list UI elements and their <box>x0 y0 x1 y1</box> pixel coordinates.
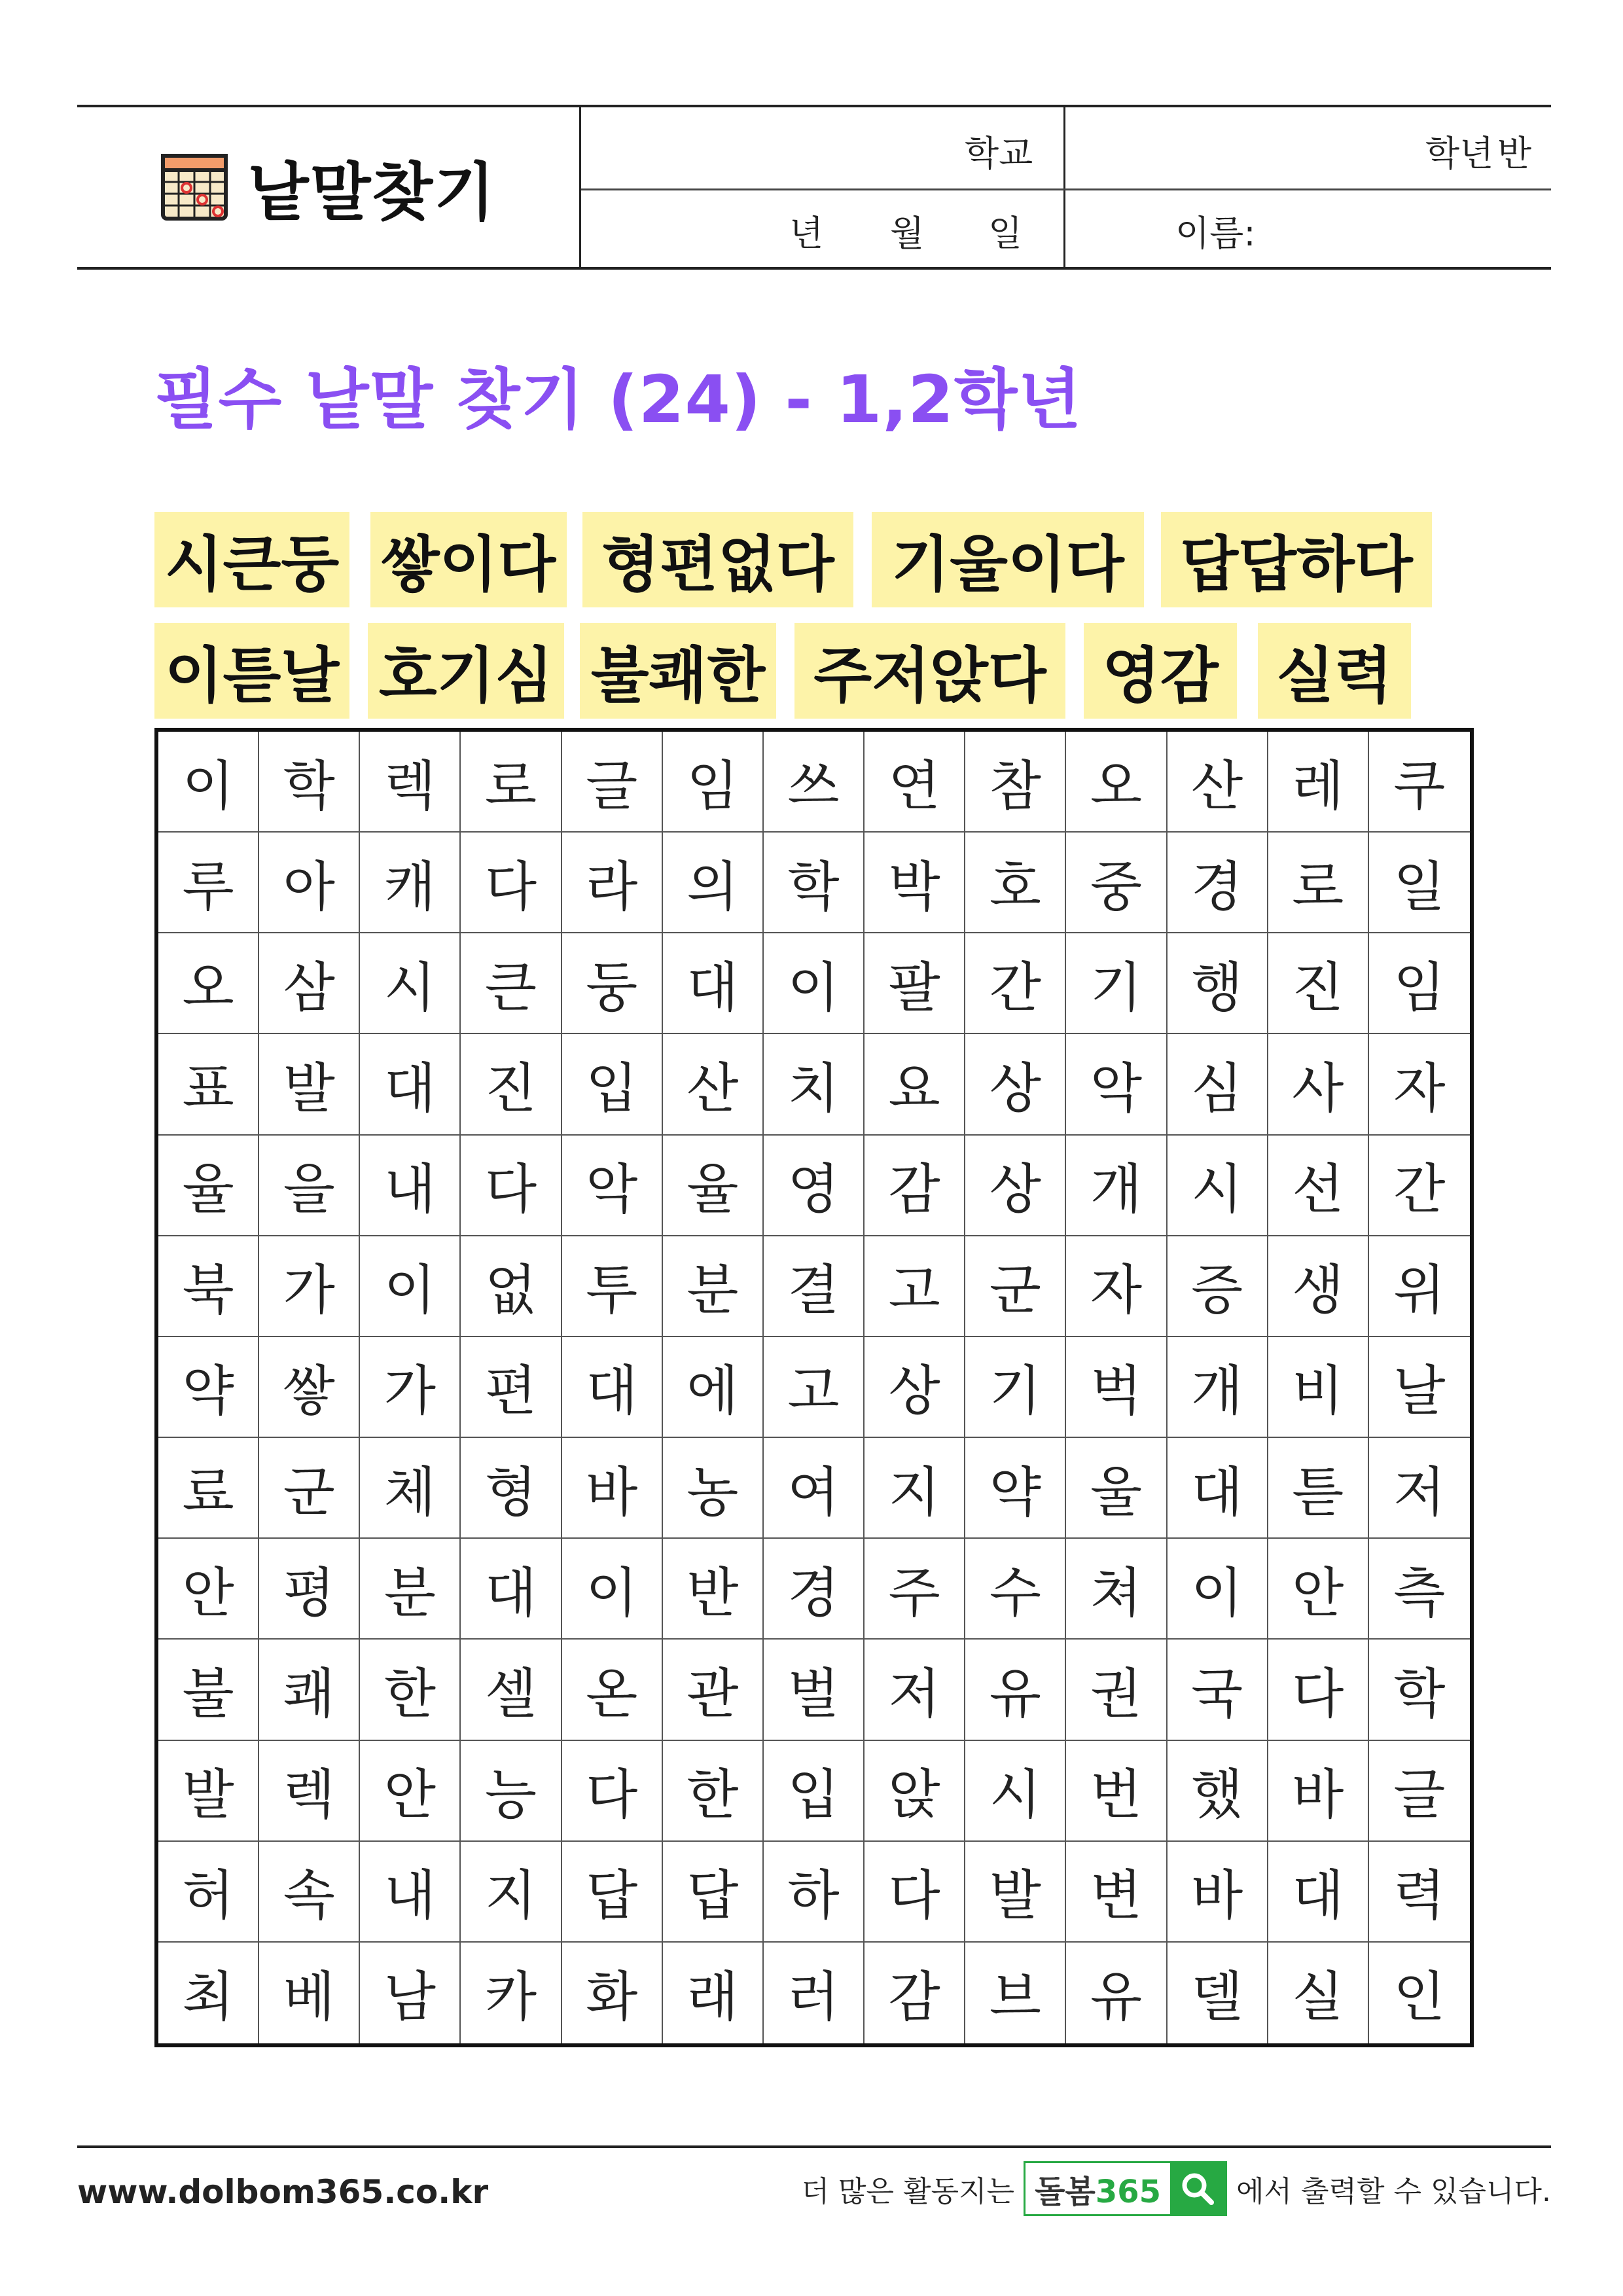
grid-cell: 내 <box>360 1842 461 1943</box>
grid-cell: 쿠 <box>1369 732 1470 833</box>
grid-cell: 다 <box>562 1741 663 1842</box>
grid-cell: 답 <box>562 1842 663 1943</box>
brand-number: 365 <box>1095 2173 1162 2210</box>
grid-cell: 권 <box>1066 1640 1167 1740</box>
grid-cell: 주 <box>865 1539 965 1640</box>
grid-cell: 연 <box>865 732 965 833</box>
grid-cell: 개 <box>1066 1136 1167 1236</box>
word-chip: 실력 <box>1258 623 1411 719</box>
grid-cell: 하 <box>764 1842 865 1943</box>
grid-cell: 행 <box>1168 933 1268 1034</box>
grid-cell: 이 <box>158 732 259 833</box>
grid-cell: 발 <box>965 1842 1066 1943</box>
grid-cell: 시 <box>360 933 461 1034</box>
grid-cell: 오 <box>158 933 259 1034</box>
grid-cell: 상 <box>965 1136 1066 1236</box>
header-fields <box>581 107 1551 267</box>
name-label: 이름: <box>1175 213 1256 254</box>
grid-cell: 없 <box>461 1236 562 1337</box>
footer-url: www.dolbom365.co.kr <box>77 2173 489 2211</box>
grid-cell: 개 <box>1168 1337 1268 1438</box>
grid-cell: 바 <box>1268 1741 1369 1842</box>
footer-print-text: 에서 출력할 수 있습니다. <box>1236 2175 1551 2208</box>
header-title: 낱말찾기 <box>248 155 496 229</box>
grid-cell: 실 <box>1268 1943 1369 2043</box>
grid-cell: 화 <box>562 1943 663 2043</box>
grid-cell: 박 <box>865 833 965 933</box>
grid-cell: 학 <box>1369 1640 1470 1740</box>
grid-cell: 최 <box>158 1943 259 2043</box>
grid-cell: 바 <box>1168 1842 1268 1943</box>
grid-cell: 오 <box>1066 732 1167 833</box>
grid-cell: 레 <box>1268 732 1369 833</box>
grid-cell: 일 <box>1369 833 1470 933</box>
grid-cell: 렉 <box>259 1741 360 1842</box>
grid-cell: 아 <box>259 833 360 933</box>
grid-cell: 저 <box>865 1640 965 1740</box>
grid-cell: 답 <box>663 1842 764 1943</box>
grid-cell: 큰 <box>461 933 562 1034</box>
grid-cell: 대 <box>360 1034 461 1135</box>
grid-cell: 러 <box>764 1943 865 2043</box>
grid-cell: 시 <box>1168 1136 1268 1236</box>
grid-cell: 상 <box>965 1034 1066 1135</box>
grid-cell: 쾌 <box>259 1640 360 1740</box>
grid-cell: 지 <box>461 1842 562 1943</box>
grid-cell: 이 <box>1168 1539 1268 1640</box>
grid-cell: 감 <box>865 1136 965 1236</box>
grid-cell: 번 <box>1066 1741 1167 1842</box>
grid-cell: 다 <box>865 1842 965 1943</box>
word-chip: 불쾌한 <box>580 623 776 719</box>
grid-cell: 발 <box>158 1741 259 1842</box>
grid-cell: 여 <box>764 1438 865 1539</box>
grid-cell: 율 <box>158 1136 259 1236</box>
grid-cell: 시 <box>965 1741 1066 1842</box>
grid-cell: 고 <box>865 1236 965 1337</box>
grid-cell: 입 <box>764 1741 865 1842</box>
grid-cell: 고 <box>764 1337 865 1438</box>
grid-cell: 호 <box>965 833 1066 933</box>
grid-cell: 델 <box>1168 1943 1268 2043</box>
word-search-calendar-icon <box>160 153 228 221</box>
class-label: 반 <box>1497 133 1532 174</box>
grid-cell: 진 <box>1268 933 1369 1034</box>
grid-cell: 남 <box>360 1943 461 2043</box>
grid-cell: 악 <box>1066 1034 1167 1135</box>
grid-cell: 국 <box>1168 1640 1268 1740</box>
grid-cell: 기 <box>1066 933 1167 1034</box>
grid-cell: 대 <box>1268 1842 1369 1943</box>
grid-cell: 비 <box>1268 1337 1369 1438</box>
grid-cell: 군 <box>965 1236 1066 1337</box>
grid-cell: 베 <box>259 1943 360 2043</box>
grid-cell: 삼 <box>259 933 360 1034</box>
grid-cell: 약 <box>965 1438 1066 1539</box>
grid-cell: 바 <box>562 1438 663 1539</box>
grid-cell: 악 <box>562 1136 663 1236</box>
grid-cell: 증 <box>1168 1236 1268 1337</box>
grid-cell: 안 <box>1268 1539 1369 1640</box>
footer-more-text: 더 많은 활동지는 <box>801 2175 1015 2208</box>
grid-cell: 온 <box>562 1640 663 1740</box>
grid-cell: 사 <box>1268 1034 1369 1135</box>
grid-cell: 입 <box>562 1034 663 1135</box>
grid-cell: 유 <box>1066 1943 1167 2043</box>
grid-cell: 임 <box>663 732 764 833</box>
grid-cell: 력 <box>1369 1842 1470 1943</box>
grid-cell: 했 <box>1168 1741 1268 1842</box>
grid-cell: 래 <box>663 1943 764 2043</box>
grid-cell: 체 <box>360 1438 461 1539</box>
grid-cell: 산 <box>663 1034 764 1135</box>
grid-cell: 위 <box>1369 1236 1470 1337</box>
word-chip: 형편없다 <box>582 512 853 607</box>
grid-cell: 라 <box>562 833 663 933</box>
grid-cell: 투 <box>562 1236 663 1337</box>
brand-name: 돌봄 <box>1035 2173 1096 2210</box>
month-label: 월 <box>890 213 925 254</box>
footer-promo <box>802 2161 1551 2216</box>
grid-cell: 표 <box>158 1034 259 1135</box>
grid-cell: 날 <box>1369 1337 1470 1438</box>
grid-cell: 진 <box>461 1034 562 1135</box>
grid-cell: 셀 <box>461 1640 562 1740</box>
grid-cell: 학 <box>764 833 865 933</box>
grid-cell: 발 <box>259 1034 360 1135</box>
grid-cell: 루 <box>158 833 259 933</box>
grid-cell: 튿 <box>1268 1438 1369 1539</box>
grid-cell: 분 <box>663 1236 764 1337</box>
grid-cell: 다 <box>461 833 562 933</box>
grid-cell: 에 <box>663 1337 764 1438</box>
grid-cell: 로 <box>1268 833 1369 933</box>
word-chip: 주저앉다 <box>794 623 1065 719</box>
grid-cell: 캐 <box>360 833 461 933</box>
grid-cell: 불 <box>158 1640 259 1740</box>
grid-cell: 벅 <box>1066 1337 1167 1438</box>
word-chip: 쌓이다 <box>370 512 567 607</box>
grid-cell: 대 <box>663 933 764 1034</box>
grid-cell: 반 <box>663 1539 764 1640</box>
grid-cell: 대 <box>1168 1438 1268 1539</box>
grid-cell: 앉 <box>865 1741 965 1842</box>
grid-cell: 료 <box>158 1438 259 1539</box>
worksheet-header <box>77 105 1551 270</box>
grid-cell: 북 <box>158 1236 259 1337</box>
grid-cell: 안 <box>158 1539 259 1640</box>
day-label: 일 <box>988 213 1023 254</box>
grid-cell: 요 <box>865 1034 965 1135</box>
grid-cell: 임 <box>1369 933 1470 1034</box>
grid-cell: 결 <box>764 1236 865 1337</box>
word-chip: 시큰둥 <box>154 512 349 607</box>
word-chip: 호기심 <box>368 623 564 719</box>
grid-cell: 렉 <box>360 732 461 833</box>
grid-cell: 자 <box>1066 1236 1167 1337</box>
grid-cell: 카 <box>461 1943 562 2043</box>
grid-cell: 지 <box>865 1438 965 1539</box>
school-label: 학교 <box>965 133 1033 174</box>
grid-cell: 치 <box>764 1034 865 1135</box>
grid-cell: 관 <box>663 1640 764 1740</box>
grid-cell: 능 <box>461 1741 562 1842</box>
grid-cell: 울 <box>1066 1438 1167 1539</box>
grade-label: 학년 <box>1425 133 1494 174</box>
grid-cell: 쓰 <box>764 732 865 833</box>
grid-cell: 로 <box>461 732 562 833</box>
grid-cell: 팔 <box>865 933 965 1034</box>
grid-cell: 대 <box>562 1337 663 1438</box>
grid-cell: 속 <box>259 1842 360 1943</box>
grid-cell: 간 <box>1369 1136 1470 1236</box>
grid-cell: 감 <box>865 1943 965 2043</box>
grid-cell: 한 <box>360 1640 461 1740</box>
grid-cell: 쳐 <box>1066 1539 1167 1640</box>
grid-cell: 학 <box>259 732 360 833</box>
grid-cell: 쌓 <box>259 1337 360 1438</box>
search-icon <box>1179 2170 1216 2207</box>
grid-cell: 측 <box>1369 1539 1470 1640</box>
grid-cell: 약 <box>158 1337 259 1438</box>
word-chip: 이튿날 <box>154 623 349 719</box>
grid-cell: 가 <box>360 1337 461 1438</box>
page-title: 필수 낱말 찾기 (24) - 1,2학년 <box>154 361 1082 438</box>
year-label: 년 <box>789 213 824 254</box>
grid-cell: 변 <box>1066 1842 1167 1943</box>
grid-cell: 안 <box>360 1741 461 1842</box>
grid-cell: 편 <box>461 1337 562 1438</box>
grid-cell: 글 <box>1369 1741 1470 1842</box>
grid-cell: 다 <box>1268 1640 1369 1740</box>
grid-cell: 평 <box>259 1539 360 1640</box>
grid-cell: 생 <box>1268 1236 1369 1337</box>
grid-cell: 글 <box>562 732 663 833</box>
grid-cell: 대 <box>461 1539 562 1640</box>
grid-cell: 율 <box>663 1136 764 1236</box>
grid-cell: 허 <box>158 1842 259 1943</box>
grid-cell: 이 <box>562 1539 663 1640</box>
grid-cell: 분 <box>360 1539 461 1640</box>
footer-divider <box>77 2145 1551 2148</box>
grid-cell: 영 <box>764 1136 865 1236</box>
grid-cell: 을 <box>259 1136 360 1236</box>
grid-cell: 다 <box>461 1136 562 1236</box>
grid-cell: 이 <box>360 1236 461 1337</box>
grid-cell: 심 <box>1168 1034 1268 1135</box>
grid-cell: 이 <box>764 933 865 1034</box>
grid-cell: 참 <box>965 732 1066 833</box>
grid-cell: 내 <box>360 1136 461 1236</box>
word-chip: 기울이다 <box>872 512 1144 607</box>
grid-cell: 중 <box>1066 833 1167 933</box>
grid-cell: 자 <box>1369 1034 1470 1135</box>
grid-cell: 군 <box>259 1438 360 1539</box>
grid-cell: 벌 <box>764 1640 865 1740</box>
grid-cell: 가 <box>259 1236 360 1337</box>
grid-cell: 한 <box>663 1741 764 1842</box>
grid-cell: 둥 <box>562 933 663 1034</box>
word-chip: 답답하다 <box>1161 512 1432 607</box>
grid-cell: 기 <box>965 1337 1066 1438</box>
header-title-box <box>77 107 581 267</box>
grid-cell: 형 <box>461 1438 562 1539</box>
grid-cell: 저 <box>1369 1438 1470 1539</box>
grid-cell: 수 <box>965 1539 1066 1640</box>
grid-cell: 유 <box>965 1640 1066 1740</box>
grid-cell: 간 <box>965 933 1066 1034</box>
grid-cell: 브 <box>965 1943 1066 2043</box>
grid-cell: 인 <box>1393 1966 1446 2029</box>
grid-cell: 선 <box>1268 1136 1369 1236</box>
word-chip: 영감 <box>1084 623 1237 719</box>
grid-cell: 농 <box>663 1438 764 1539</box>
word-search-grid <box>154 728 1474 2047</box>
grid-cell: 상 <box>865 1337 965 1438</box>
grid-cell: 경 <box>764 1539 865 1640</box>
grid-cell: 의 <box>663 833 764 933</box>
brand-search-box <box>1024 2161 1227 2216</box>
grid-cell: 경 <box>1168 833 1268 933</box>
grid-cell: 산 <box>1168 732 1268 833</box>
